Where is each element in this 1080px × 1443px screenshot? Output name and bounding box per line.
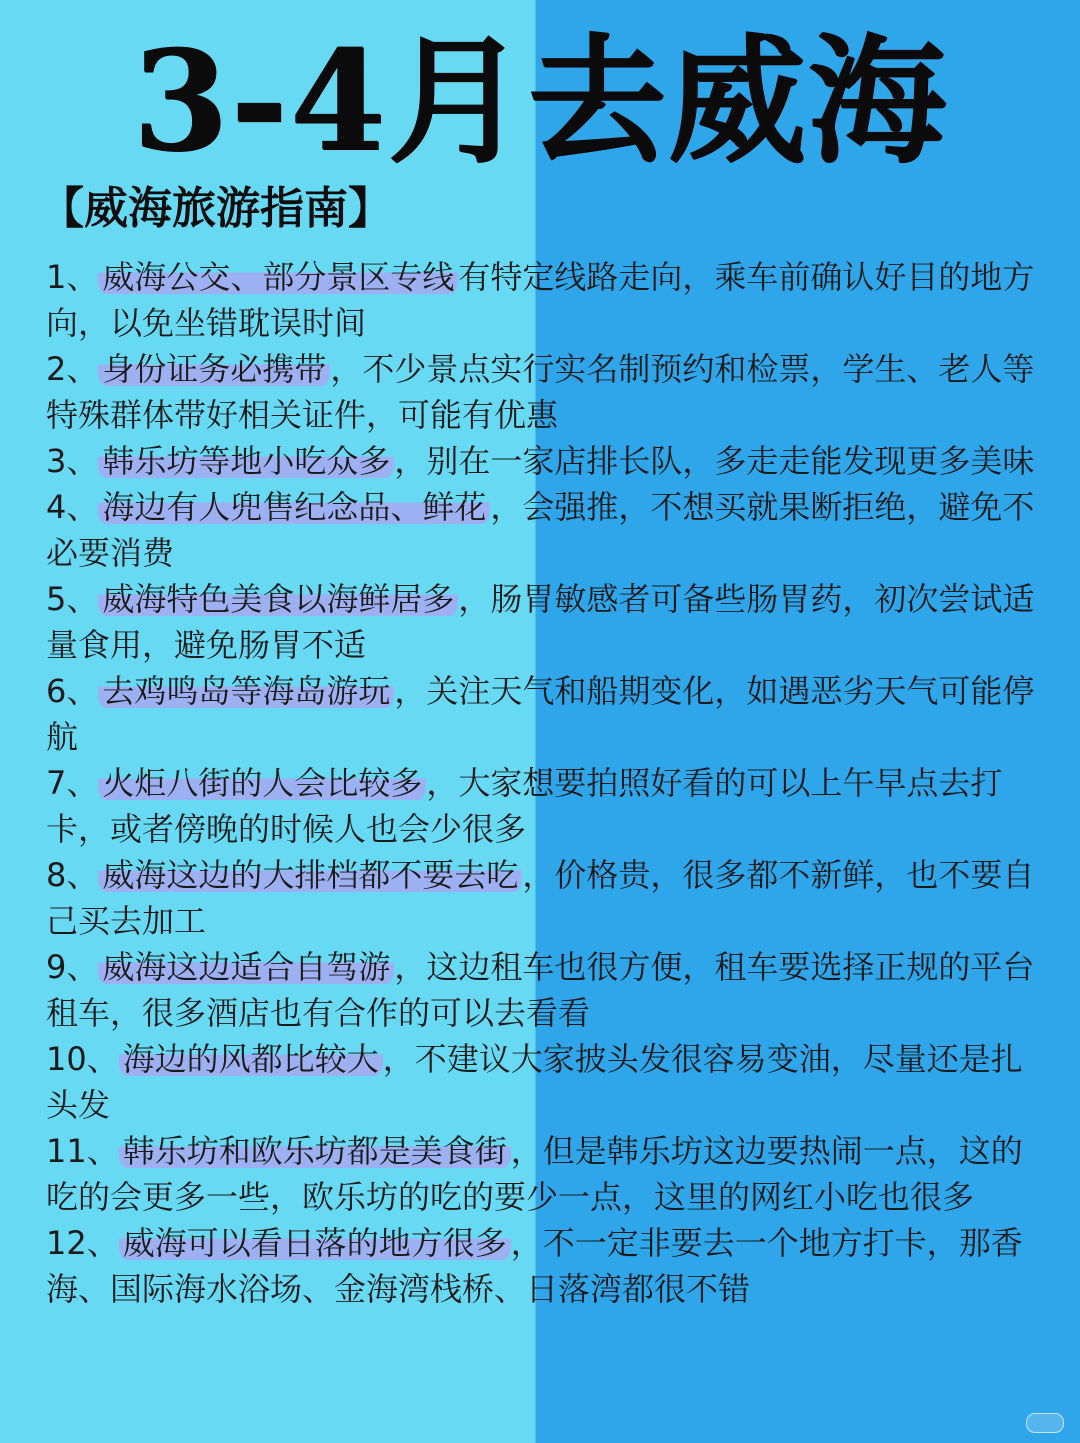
tip-text: ，但是韩乐坊这边要热闹一点，这的吃的会更多一些，欧乐坊的吃的要少一点，这里的网红小吃也很多 <box>46 1132 1023 1216</box>
tip-text: ，不一定非要去一个地方打卡，那香海、国际海水浴场、金海湾栈桥、日落湾都很不错 <box>46 1224 1023 1308</box>
tip-highlight: 海边有人兜售纪念品、鲜花 <box>98 488 490 526</box>
list-item <box>46 346 1036 438</box>
guide-subtitle: 【威海旅游指南】 <box>40 183 392 234</box>
list-item <box>46 576 1036 668</box>
tip-highlight: 海边的风都比较大 <box>119 1040 383 1078</box>
tip-number: 5、 <box>46 580 99 618</box>
tip-highlight: 威海这边适合自驾游 <box>98 948 394 986</box>
tip-highlight: 威海特色美食以海鲜居多 <box>98 580 458 618</box>
page-title: 3-4月去威海 <box>132 19 948 182</box>
list-item <box>46 760 1036 852</box>
badge-watermark-icon <box>1026 1413 1064 1433</box>
tip-highlight: 韩乐坊和欧乐坊都是美食街 <box>119 1132 511 1170</box>
tip-highlight: 威海可以看日落的地方很多 <box>119 1224 511 1262</box>
tip-number: 3、 <box>46 442 99 480</box>
tip-text: ，别在一家店排长队，多走走能发现更多美味 <box>394 442 1035 480</box>
tip-number: 1、 <box>46 258 99 296</box>
tip-text: ，不建议大家披头发很容易变油，尽量还是扎头发 <box>46 1040 1023 1124</box>
list-item <box>46 1036 1036 1128</box>
tip-highlight: 火炬八街的人会比较多 <box>98 764 426 802</box>
tip-number: 12、 <box>46 1224 119 1262</box>
tip-highlight: 韩乐坊等地小吃众多 <box>98 442 394 480</box>
list-item <box>46 484 1036 576</box>
list-item <box>46 668 1036 760</box>
tip-highlight: 威海公交、部分景区专线 <box>98 258 458 296</box>
tip-highlight: 威海这边的大排档都不要去吃 <box>98 856 522 894</box>
list-item <box>46 438 1036 484</box>
tip-text: ，不少景点实行实名制预约和检票，学生、老人等特殊群体带好相关证件，可能有优惠 <box>46 350 1035 434</box>
tip-highlight: 身份证务必携带 <box>98 350 330 388</box>
tip-text: ，价格贵，很多都不新鲜，也不要自己买去加工 <box>46 856 1035 940</box>
tip-number: 6、 <box>46 672 99 710</box>
list-item <box>46 944 1036 1036</box>
list-item <box>46 1128 1036 1220</box>
tip-number: 2、 <box>46 350 99 388</box>
tip-text: ，关注天气和船期变化，如遇恶劣天气可能停航 <box>46 672 1035 756</box>
tip-number: 9、 <box>46 948 99 986</box>
tips-list <box>46 254 1036 1312</box>
list-item <box>46 1220 1036 1312</box>
tip-highlight: 去鸡鸣岛等海岛游玩 <box>98 672 394 710</box>
list-item <box>46 254 1036 346</box>
tip-number: 4、 <box>46 488 99 526</box>
tip-text: ，这边租车也很方便，租车要选择正规的平台租车，很多酒店也有合作的可以去看看 <box>46 948 1035 1032</box>
tip-text: ，会强推，不想买就果断拒绝，避免不必要消费 <box>46 488 1035 572</box>
list-item <box>46 852 1036 944</box>
tip-text: ，肠胃敏感者可备些肠胃药，初次尝试适量食用，避免肠胃不适 <box>46 580 1035 664</box>
tip-number: 8、 <box>46 856 99 894</box>
tip-number: 10、 <box>46 1040 119 1078</box>
tip-number: 7、 <box>46 764 99 802</box>
tip-text: 有特定线路走向，乘车前确认好目的地方向，以免坐错耽误时间 <box>46 258 1035 342</box>
tip-text: ，大家想要拍照好看的可以上午早点去打卡，或者傍晚的时候人也会少很多 <box>46 764 1003 848</box>
tip-number: 11、 <box>46 1132 119 1170</box>
